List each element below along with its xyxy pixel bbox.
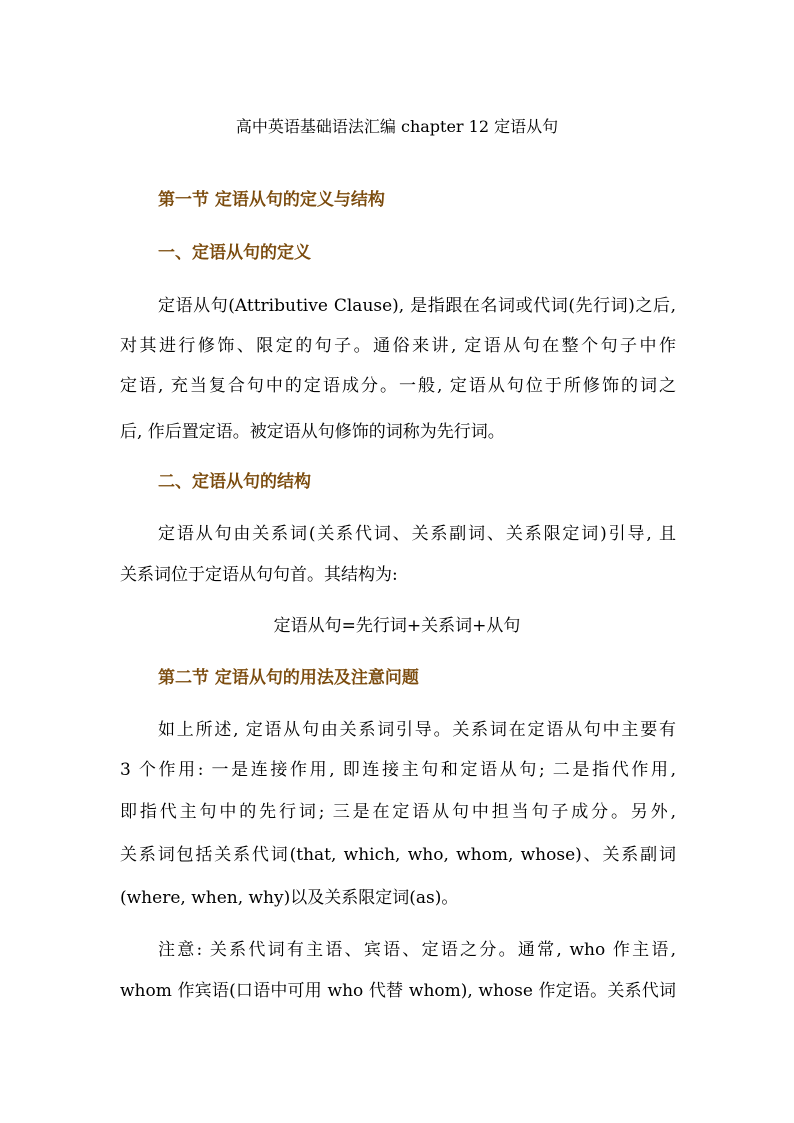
- section-2-heading: 第二节 定语从句的用法及注意问题: [158, 668, 419, 688]
- document-title: 高中英语基础语法汇编 chapter 12 定语从句: [235, 117, 559, 136]
- subsection-1-heading: 一、定语从句的定义: [158, 243, 311, 263]
- paragraph-line: 注意: 关系代词有主语、宾语、定语之分。通常, who 作主语,: [158, 940, 676, 960]
- paragraph-line: 3 个作用: 一是连接作用, 即连接主句和定语从句; 二是指代作用,: [120, 760, 676, 780]
- paragraph-line: 即指代主句中的先行词; 三是在定语从句中担当句子成分。另外,: [120, 802, 676, 822]
- formula-line: 定语从句=先行词+关系词+从句: [273, 616, 521, 636]
- paragraph-line: 对其进行修饰、限定的句子。通俗来讲, 定语从句在整个句子中作: [120, 336, 676, 356]
- paragraph-line: 定语, 充当复合句中的定语成分。一般, 定语从句位于所修饰的词之: [120, 376, 676, 396]
- paragraph-line: (where, when, why)以及关系限定词(as)。: [120, 888, 459, 908]
- paragraph-line: 定语从句由关系词(关系代词、关系副词、关系限定词)引导, 且: [158, 524, 676, 544]
- section-1-heading: 第一节 定语从句的定义与结构: [158, 190, 385, 210]
- subsection-2-heading: 二、定语从句的结构: [158, 472, 311, 492]
- paragraph-line: 后, 作后置定语。被定语从句修饰的词称为先行词。: [120, 422, 505, 442]
- paragraph-line: 如上所述, 定语从句由关系词引导。关系词在定语从句中主要有: [158, 720, 676, 740]
- paragraph-line: 定语从句(Attributive Clause), 是指跟在名词或代词(先行词)之后,: [158, 296, 676, 316]
- paragraph-line: whom 作宾语(口语中可用 who 代替 whom), whose 作定语。关系代词: [120, 981, 676, 1001]
- paragraph-line: 关系词包括关系代词(that, which, who, whom, whose)、关系副词: [120, 845, 676, 865]
- paragraph-line: 关系词位于定语从句句首。其结构为:: [120, 565, 398, 585]
